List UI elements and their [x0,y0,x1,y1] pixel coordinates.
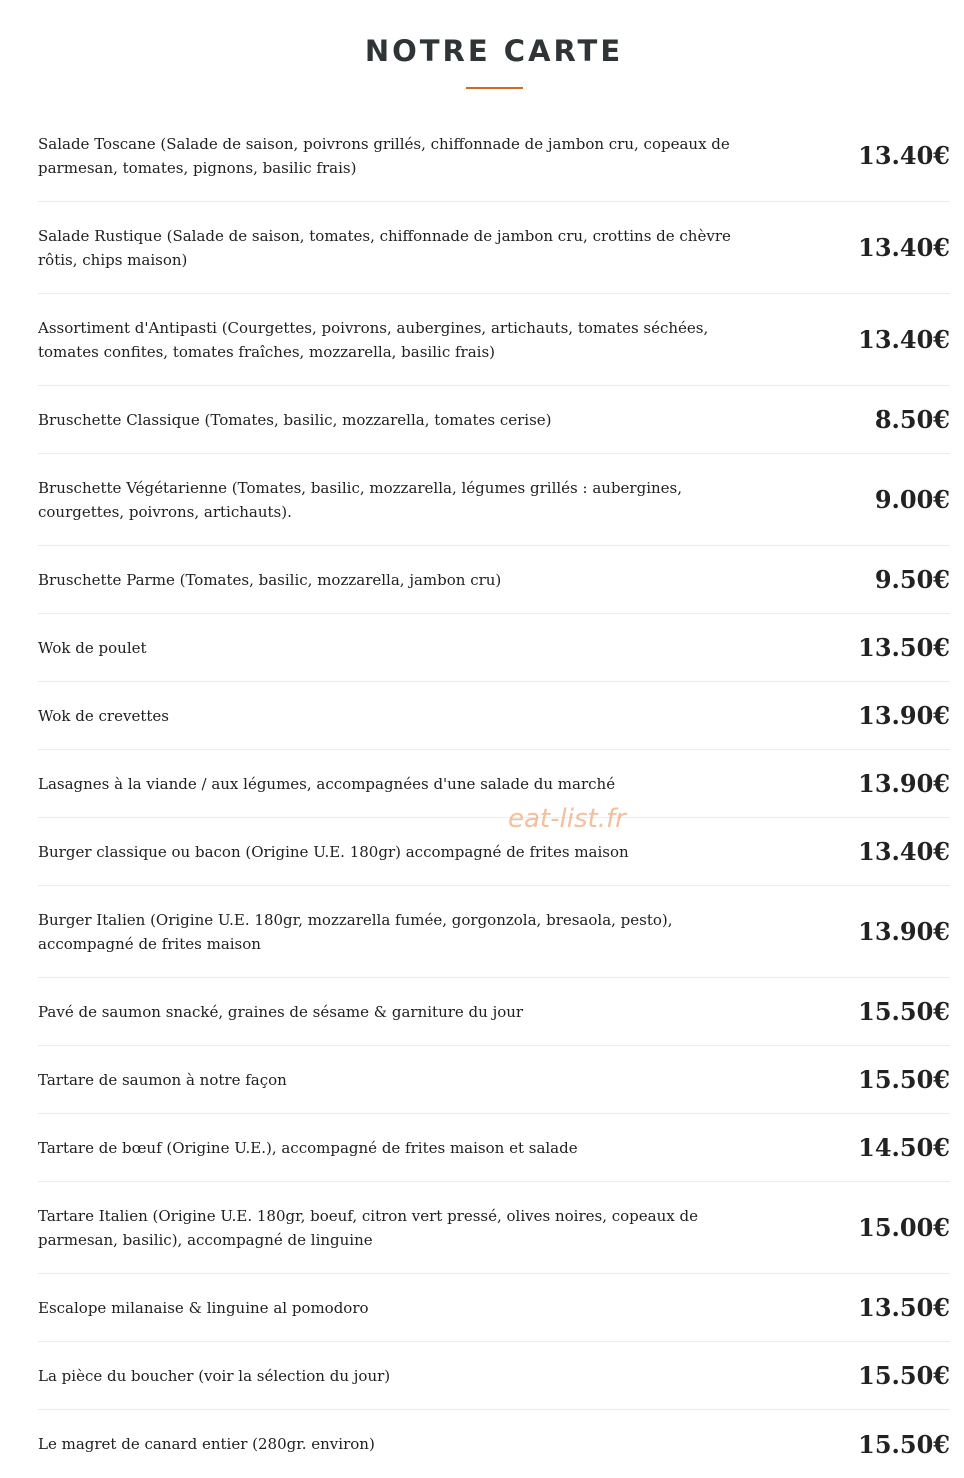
menu-list [38,110,950,1478]
menu-item-price: 13.90€ [858,769,950,798]
menu-item [38,110,950,202]
menu-item [38,750,950,818]
menu-item-name: Escalope milanaise & linguine al pomodoro [38,1298,369,1317]
menu-item [38,1274,950,1342]
menu-item-name: Wok de crevettes [38,706,169,725]
menu-item [38,454,950,546]
menu-item [38,1410,950,1478]
menu-item-price: 9.00€ [874,485,950,514]
menu-item-price: 13.40€ [858,837,950,866]
menu-item-name: Bruschette Végétarienne (Tomates, basilic, mozzarella, légumes grillés : aubergines, courgettes, poivrons, artichauts). [38,478,682,521]
menu-item [38,614,950,682]
menu-item-name: Bruschette Parme (Tomates, basilic, mozzarella, jambon cru) [38,570,502,589]
menu-item [38,682,950,750]
menu-item-name: Le magret de canard entier (280gr. environ) [38,1435,375,1453]
menu-item-price: 15.50€ [858,1361,950,1390]
menu-item-name: Wok de poulet [38,638,147,657]
menu-item-name: Bruschette Classique (Tomates, basilic, mozzarella, tomates cerise) [38,410,552,429]
menu-item-name: Burger classique ou bacon (Origine U.E. 180gr) accompagné de frites maison [38,842,629,861]
menu-item-price: 13.90€ [858,917,950,946]
menu-item-price: 14.50€ [858,1133,950,1162]
menu-header [0,33,964,69]
menu-item-price: 15.00€ [858,1213,950,1242]
menu-item [38,978,950,1046]
menu-item-name: Burger Italien (Origine U.E. 180gr, mozzarella fumée, gorgonzola, bresaola, pesto), accompagné de frites maison [38,910,673,953]
menu-item-price: 8.50€ [874,405,950,434]
menu-item-price: 13.50€ [858,633,950,662]
menu-item [38,202,950,294]
menu-item-price: 13.90€ [858,701,950,730]
menu-item-price: 13.40€ [858,325,950,354]
menu-item-name: Salade Rustique (Salade de saison, tomates, chiffonnade de jambon cru, crottins de chèvre rôtis, chips maison) [38,226,731,269]
menu-item [38,1182,950,1274]
menu-item-name: Lasagnes à la viande / aux légumes, accompagnées d'une salade du marché [38,774,616,793]
menu-item-name: Tartare de bœuf (Origine U.E.), accompagné de frites maison et salade [38,1138,578,1157]
menu-item-price: 13.50€ [858,1293,950,1322]
menu-item-price: 15.50€ [858,1429,950,1459]
menu-item [38,546,950,614]
menu-item [38,294,950,386]
menu-item [38,886,950,978]
menu-item [38,1046,950,1114]
page-title: NOTRE CARTE [364,34,624,68]
menu-item [38,386,950,454]
menu-item-price: 9.50€ [874,565,950,594]
menu-item-name: Tartare Italien (Origine U.E. 180gr, boeuf, citron vert pressé, olives noires, copeaux de parmesan, basilic), accompagné de linguine [38,1206,698,1249]
menu-item-price: 13.40€ [858,233,950,262]
menu-item-price: 13.40€ [858,141,950,170]
menu-item-name: Pavé de saumon snacké, graines de sésame & garniture du jour [38,1002,524,1021]
menu-item-price: 15.50€ [858,1065,950,1094]
menu-item [38,1342,950,1410]
menu-item [38,1114,950,1182]
title-divider [466,87,523,89]
watermark: eat-list.fr [508,804,626,834]
menu-item [38,818,950,886]
menu-item-name: Assortiment d'Antipasti (Courgettes, poivrons, aubergines, artichauts, tomates séchées, tomates confites, tomates fraîches, mozzarella, basilic frais) [38,318,709,361]
menu-item-name: La pièce du boucher (voir la sélection du jour) [38,1366,391,1385]
menu-item-name: Salade Toscane (Salade de saison, poivrons grillés, chiffonnade de jambon cru, copeaux de parmesan, tomates, pignons, basilic frais) [38,134,730,177]
menu-item-name: Tartare de saumon à notre façon [38,1070,287,1089]
menu-item-price: 15.50€ [858,997,950,1026]
